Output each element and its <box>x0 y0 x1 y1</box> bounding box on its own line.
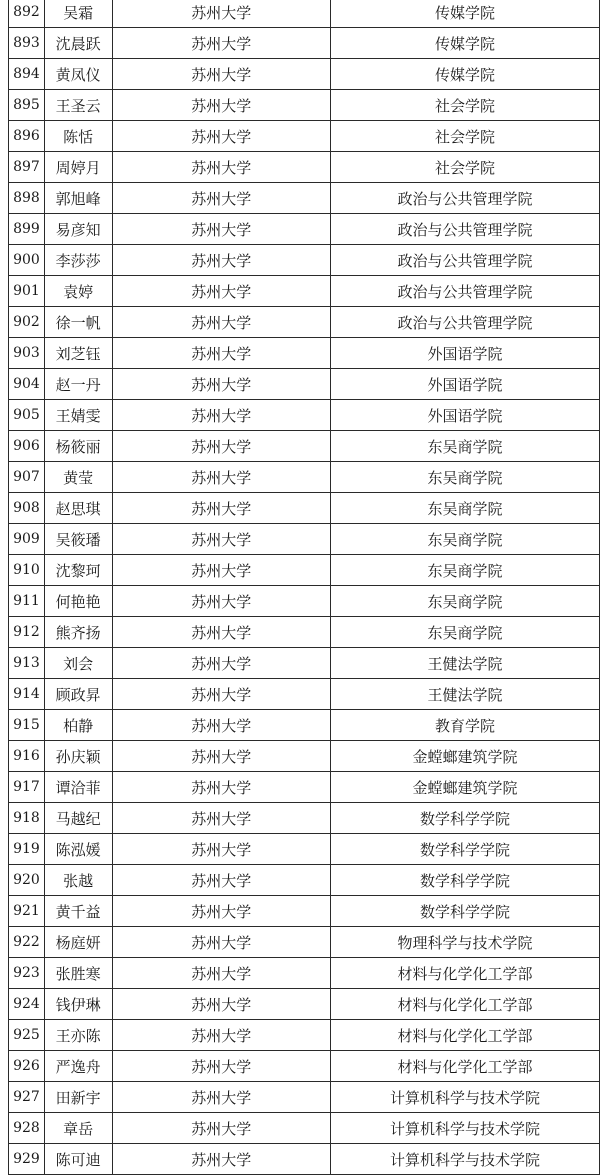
student-name-cell: 陈泓媛 <box>44 834 112 865</box>
student-name-cell: 孙庆颖 <box>44 741 112 772</box>
row-number-cell: 907 <box>9 462 45 493</box>
row-number-cell: 896 <box>9 121 45 152</box>
table-row <box>9 245 600 276</box>
roster-table-body <box>9 0 600 1175</box>
row-number-cell: 892 <box>9 0 45 28</box>
table-row <box>9 183 600 214</box>
table-row <box>9 400 600 431</box>
row-number-cell: 897 <box>9 152 45 183</box>
college-cell: 传媒学院 <box>330 0 599 28</box>
college-cell: 材料与化学化工学部 <box>330 958 599 989</box>
table-row <box>9 276 600 307</box>
university-cell: 苏州大学 <box>112 679 330 710</box>
college-cell: 东吴商学院 <box>330 586 599 617</box>
college-cell: 数学科学学院 <box>330 803 599 834</box>
college-cell: 传媒学院 <box>330 28 599 59</box>
student-name-cell: 黄千益 <box>44 896 112 927</box>
college-cell: 东吴商学院 <box>330 493 599 524</box>
row-number-cell: 924 <box>9 989 45 1020</box>
table-row <box>9 710 600 741</box>
university-cell: 苏州大学 <box>112 214 330 245</box>
row-number-cell: 903 <box>9 338 45 369</box>
student-name-cell: 李莎莎 <box>44 245 112 276</box>
university-cell: 苏州大学 <box>112 1051 330 1082</box>
university-cell: 苏州大学 <box>112 90 330 121</box>
student-name-cell: 张胜寒 <box>44 958 112 989</box>
college-cell: 社会学院 <box>330 152 599 183</box>
university-cell: 苏州大学 <box>112 586 330 617</box>
university-cell: 苏州大学 <box>112 1020 330 1051</box>
university-cell: 苏州大学 <box>112 431 330 462</box>
row-number-cell: 914 <box>9 679 45 710</box>
row-number-cell: 928 <box>9 1113 45 1144</box>
table-row <box>9 958 600 989</box>
table-row <box>9 369 600 400</box>
college-cell: 教育学院 <box>330 710 599 741</box>
table-row <box>9 59 600 90</box>
student-name-cell: 赵思琪 <box>44 493 112 524</box>
table-row <box>9 307 600 338</box>
row-number-cell: 920 <box>9 865 45 896</box>
student-name-cell: 严逸舟 <box>44 1051 112 1082</box>
student-name-cell: 易彦知 <box>44 214 112 245</box>
university-cell: 苏州大学 <box>112 400 330 431</box>
row-number-cell: 921 <box>9 896 45 927</box>
table-row <box>9 214 600 245</box>
row-number-cell: 916 <box>9 741 45 772</box>
university-cell: 苏州大学 <box>112 28 330 59</box>
university-cell: 苏州大学 <box>112 59 330 90</box>
student-name-cell: 陈可迪 <box>44 1144 112 1175</box>
table-row <box>9 152 600 183</box>
student-name-cell: 柏静 <box>44 710 112 741</box>
university-cell: 苏州大学 <box>112 834 330 865</box>
table-row <box>9 338 600 369</box>
student-name-cell: 沈黎珂 <box>44 555 112 586</box>
student-name-cell: 刘会 <box>44 648 112 679</box>
table-row <box>9 1113 600 1144</box>
student-name-cell: 黄凤仪 <box>44 59 112 90</box>
row-number-cell: 911 <box>9 586 45 617</box>
university-cell: 苏州大学 <box>112 989 330 1020</box>
college-cell: 外国语学院 <box>330 400 599 431</box>
university-cell: 苏州大学 <box>112 617 330 648</box>
table-row <box>9 1051 600 1082</box>
university-cell: 苏州大学 <box>112 152 330 183</box>
student-name-cell: 徐一帆 <box>44 307 112 338</box>
university-cell: 苏州大学 <box>112 865 330 896</box>
row-number-cell: 906 <box>9 431 45 462</box>
college-cell: 外国语学院 <box>330 369 599 400</box>
table-row <box>9 989 600 1020</box>
college-cell: 材料与化学化工学部 <box>330 1051 599 1082</box>
university-cell: 苏州大学 <box>112 493 330 524</box>
college-cell: 东吴商学院 <box>330 524 599 555</box>
university-cell: 苏州大学 <box>112 0 330 28</box>
college-cell: 计算机科学与技术学院 <box>330 1113 599 1144</box>
row-number-cell: 900 <box>9 245 45 276</box>
college-cell: 金螳螂建筑学院 <box>330 741 599 772</box>
table-row <box>9 90 600 121</box>
student-name-cell: 熊齐扬 <box>44 617 112 648</box>
college-cell: 数学科学学院 <box>330 896 599 927</box>
row-number-cell: 895 <box>9 90 45 121</box>
table-row <box>9 586 600 617</box>
student-name-cell: 周婷月 <box>44 152 112 183</box>
student-name-cell: 杨庭妍 <box>44 927 112 958</box>
table-row <box>9 927 600 958</box>
university-cell: 苏州大学 <box>112 1082 330 1113</box>
university-cell: 苏州大学 <box>112 121 330 152</box>
table-row <box>9 431 600 462</box>
row-number-cell: 901 <box>9 276 45 307</box>
table-row <box>9 121 600 152</box>
college-cell: 数学科学学院 <box>330 834 599 865</box>
row-number-cell: 913 <box>9 648 45 679</box>
row-number-cell: 912 <box>9 617 45 648</box>
university-cell: 苏州大学 <box>112 1144 330 1175</box>
university-cell: 苏州大学 <box>112 803 330 834</box>
student-name-cell: 顾政昇 <box>44 679 112 710</box>
student-name-cell: 张越 <box>44 865 112 896</box>
college-cell: 政治与公共管理学院 <box>330 307 599 338</box>
student-name-cell: 何艳艳 <box>44 586 112 617</box>
university-cell: 苏州大学 <box>112 307 330 338</box>
table-row <box>9 648 600 679</box>
university-cell: 苏州大学 <box>112 245 330 276</box>
row-number-cell: 902 <box>9 307 45 338</box>
student-name-cell: 王亦陈 <box>44 1020 112 1051</box>
college-cell: 王健法学院 <box>330 679 599 710</box>
row-number-cell: 923 <box>9 958 45 989</box>
table-row <box>9 28 600 59</box>
university-cell: 苏州大学 <box>112 927 330 958</box>
student-name-cell: 刘芝钰 <box>44 338 112 369</box>
college-cell: 传媒学院 <box>330 59 599 90</box>
roster-table <box>8 0 600 1175</box>
table-row <box>9 1082 600 1113</box>
table-row <box>9 617 600 648</box>
row-number-cell: 893 <box>9 28 45 59</box>
row-number-cell: 910 <box>9 555 45 586</box>
student-name-cell: 章岳 <box>44 1113 112 1144</box>
college-cell: 东吴商学院 <box>330 617 599 648</box>
roster-table-container <box>8 0 600 1175</box>
student-name-cell: 田新宇 <box>44 1082 112 1113</box>
row-number-cell: 929 <box>9 1144 45 1175</box>
college-cell: 东吴商学院 <box>330 555 599 586</box>
table-row <box>9 865 600 896</box>
student-name-cell: 吴筱璠 <box>44 524 112 555</box>
row-number-cell: 925 <box>9 1020 45 1051</box>
row-number-cell: 905 <box>9 400 45 431</box>
college-cell: 外国语学院 <box>330 338 599 369</box>
college-cell: 政治与公共管理学院 <box>330 214 599 245</box>
table-row <box>9 1144 600 1175</box>
row-number-cell: 899 <box>9 214 45 245</box>
university-cell: 苏州大学 <box>112 741 330 772</box>
table-row <box>9 0 600 28</box>
college-cell: 社会学院 <box>330 121 599 152</box>
student-name-cell: 钱伊琳 <box>44 989 112 1020</box>
college-cell: 社会学院 <box>330 90 599 121</box>
university-cell: 苏州大学 <box>112 183 330 214</box>
student-name-cell: 马越纪 <box>44 803 112 834</box>
row-number-cell: 915 <box>9 710 45 741</box>
student-name-cell: 沈晨跃 <box>44 28 112 59</box>
university-cell: 苏州大学 <box>112 896 330 927</box>
college-cell: 政治与公共管理学院 <box>330 183 599 214</box>
student-name-cell: 王圣云 <box>44 90 112 121</box>
table-row <box>9 896 600 927</box>
college-cell: 东吴商学院 <box>330 462 599 493</box>
row-number-cell: 909 <box>9 524 45 555</box>
university-cell: 苏州大学 <box>112 369 330 400</box>
college-cell: 计算机科学与技术学院 <box>330 1082 599 1113</box>
table-row <box>9 834 600 865</box>
college-cell: 计算机科学与技术学院 <box>330 1144 599 1175</box>
row-number-cell: 926 <box>9 1051 45 1082</box>
row-number-cell: 922 <box>9 927 45 958</box>
student-name-cell: 郭旭峰 <box>44 183 112 214</box>
college-cell: 金螳螂建筑学院 <box>330 772 599 803</box>
college-cell: 材料与化学化工学部 <box>330 989 599 1020</box>
student-name-cell: 吴霜 <box>44 0 112 28</box>
college-cell: 材料与化学化工学部 <box>330 1020 599 1051</box>
row-number-cell: 917 <box>9 772 45 803</box>
row-number-cell: 904 <box>9 369 45 400</box>
table-row <box>9 679 600 710</box>
university-cell: 苏州大学 <box>112 958 330 989</box>
student-name-cell: 王婧雯 <box>44 400 112 431</box>
university-cell: 苏州大学 <box>112 772 330 803</box>
row-number-cell: 927 <box>9 1082 45 1113</box>
college-cell: 政治与公共管理学院 <box>330 276 599 307</box>
student-name-cell: 赵一丹 <box>44 369 112 400</box>
university-cell: 苏州大学 <box>112 338 330 369</box>
table-row <box>9 555 600 586</box>
college-cell: 物理科学与技术学院 <box>330 927 599 958</box>
table-row <box>9 803 600 834</box>
university-cell: 苏州大学 <box>112 648 330 679</box>
college-cell: 王健法学院 <box>330 648 599 679</box>
college-cell: 东吴商学院 <box>330 431 599 462</box>
row-number-cell: 894 <box>9 59 45 90</box>
table-row <box>9 1020 600 1051</box>
student-name-cell: 黄莹 <box>44 462 112 493</box>
row-number-cell: 918 <box>9 803 45 834</box>
student-name-cell: 谭洽菲 <box>44 772 112 803</box>
row-number-cell: 898 <box>9 183 45 214</box>
university-cell: 苏州大学 <box>112 276 330 307</box>
student-name-cell: 杨筱丽 <box>44 431 112 462</box>
student-name-cell: 袁婷 <box>44 276 112 307</box>
table-row <box>9 462 600 493</box>
university-cell: 苏州大学 <box>112 710 330 741</box>
university-cell: 苏州大学 <box>112 524 330 555</box>
university-cell: 苏州大学 <box>112 1113 330 1144</box>
table-row <box>9 524 600 555</box>
table-row <box>9 741 600 772</box>
college-cell: 政治与公共管理学院 <box>330 245 599 276</box>
row-number-cell: 908 <box>9 493 45 524</box>
student-name-cell: 陈恬 <box>44 121 112 152</box>
row-number-cell: 919 <box>9 834 45 865</box>
university-cell: 苏州大学 <box>112 462 330 493</box>
university-cell: 苏州大学 <box>112 555 330 586</box>
college-cell: 数学科学学院 <box>330 865 599 896</box>
table-row <box>9 493 600 524</box>
table-row <box>9 772 600 803</box>
